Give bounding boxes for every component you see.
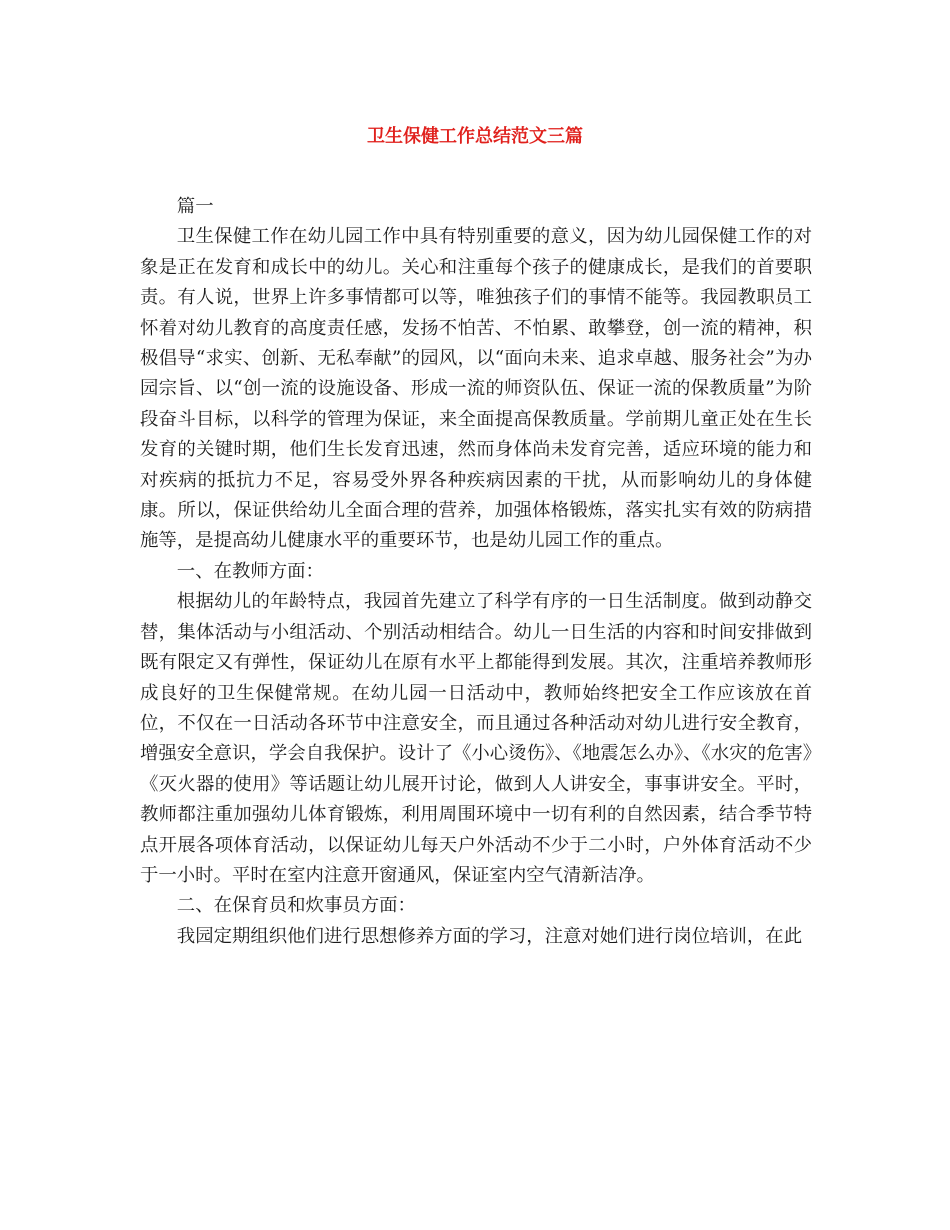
section-heading-caregivers-cooks: 二、在保育员和炊事员方面： bbox=[176, 895, 416, 917]
intro-paragraph: 卫生保健工作在幼儿园工作中具有特别重要的意义，因为幼儿园保健工作的对象是正在发育和成长中的幼儿。关心和注重每个孩子的健康成长，是我们的首要职责。有人说，世界上许多事情都可以等，唯独孩子们的事情不能等。我园教职员工怀着对幼儿教育的高度责任感，发扬不怕苦、不怕累、敢攀登，创一流的精神，积极倡导“求实、创新、无私奉献”的园风，以“面向未来、追求卓越、服务社会”为办园宗旨、以“创一流的设施设备、形成一流的师资队伍、保证一流的保教质量”为阶段奋斗目标，以科学的管理为保证，来全面提高保教质量。学前期儿童正处在生长发育的关键时期，他们生长发育迅速，然而身体尚未发育完善，适应环境的能力和对疾病的抵抗力不足，容易受外界各种疾病因素的干扰，从而影响幼儿的身体健康。所以，保证供给幼儿全面合理的营养，加强体格锻炼，落实扎实有效的防病措施等，是提高幼儿健康水平的重要环节，也是幼儿园工作的重点。 bbox=[140, 226, 812, 552]
section-heading-teachers: 一、在教师方面： bbox=[176, 560, 324, 582]
section-heading-part-one: 篇一 bbox=[176, 196, 214, 217]
teachers-paragraph: 根据幼儿的年龄特点，我园首先建立了科学有序的一日生活制度。做到动静交替，集体活动与小组活动、个别活动相结合。幼儿一日生活的内容和时间安排做到既有限定又有弹性，保证幼儿在原有水平上都能得到发展。其次，注重培养教师形成良好的卫生保健常规。在幼儿园一日活动中，教师始终把安全工作应该放在首位，不仅在一日活动各环节中注意安全，而且通过各种活动对幼儿进行安全教育，增强安全意识，学会自我保护。设计了《小心烫伤》、《地震怎么办》、《水灾的危害》《灭火器的使用》等话题让幼儿展开讨论，做到人人讲安全，事事讲安全。平时，教师都注重加强幼儿体育锻炼，利用周围环境中一切有利的自然因素，结合季节特点开展各项体育活动，以保证幼儿每天户外活动不少于二小时，户外体育活动不少于一小时。平时在室内注意开窗通风，保证室内空气清新洁净。 bbox=[140, 591, 812, 886]
document-title: 卫生保健工作总结范文三篇 bbox=[367, 126, 583, 147]
caregivers-paragraph: 我园定期组织他们进行思想修养方面的学习，注意对她们进行岗位培训，在此 bbox=[176, 925, 803, 947]
document-body bbox=[140, 192, 812, 952]
